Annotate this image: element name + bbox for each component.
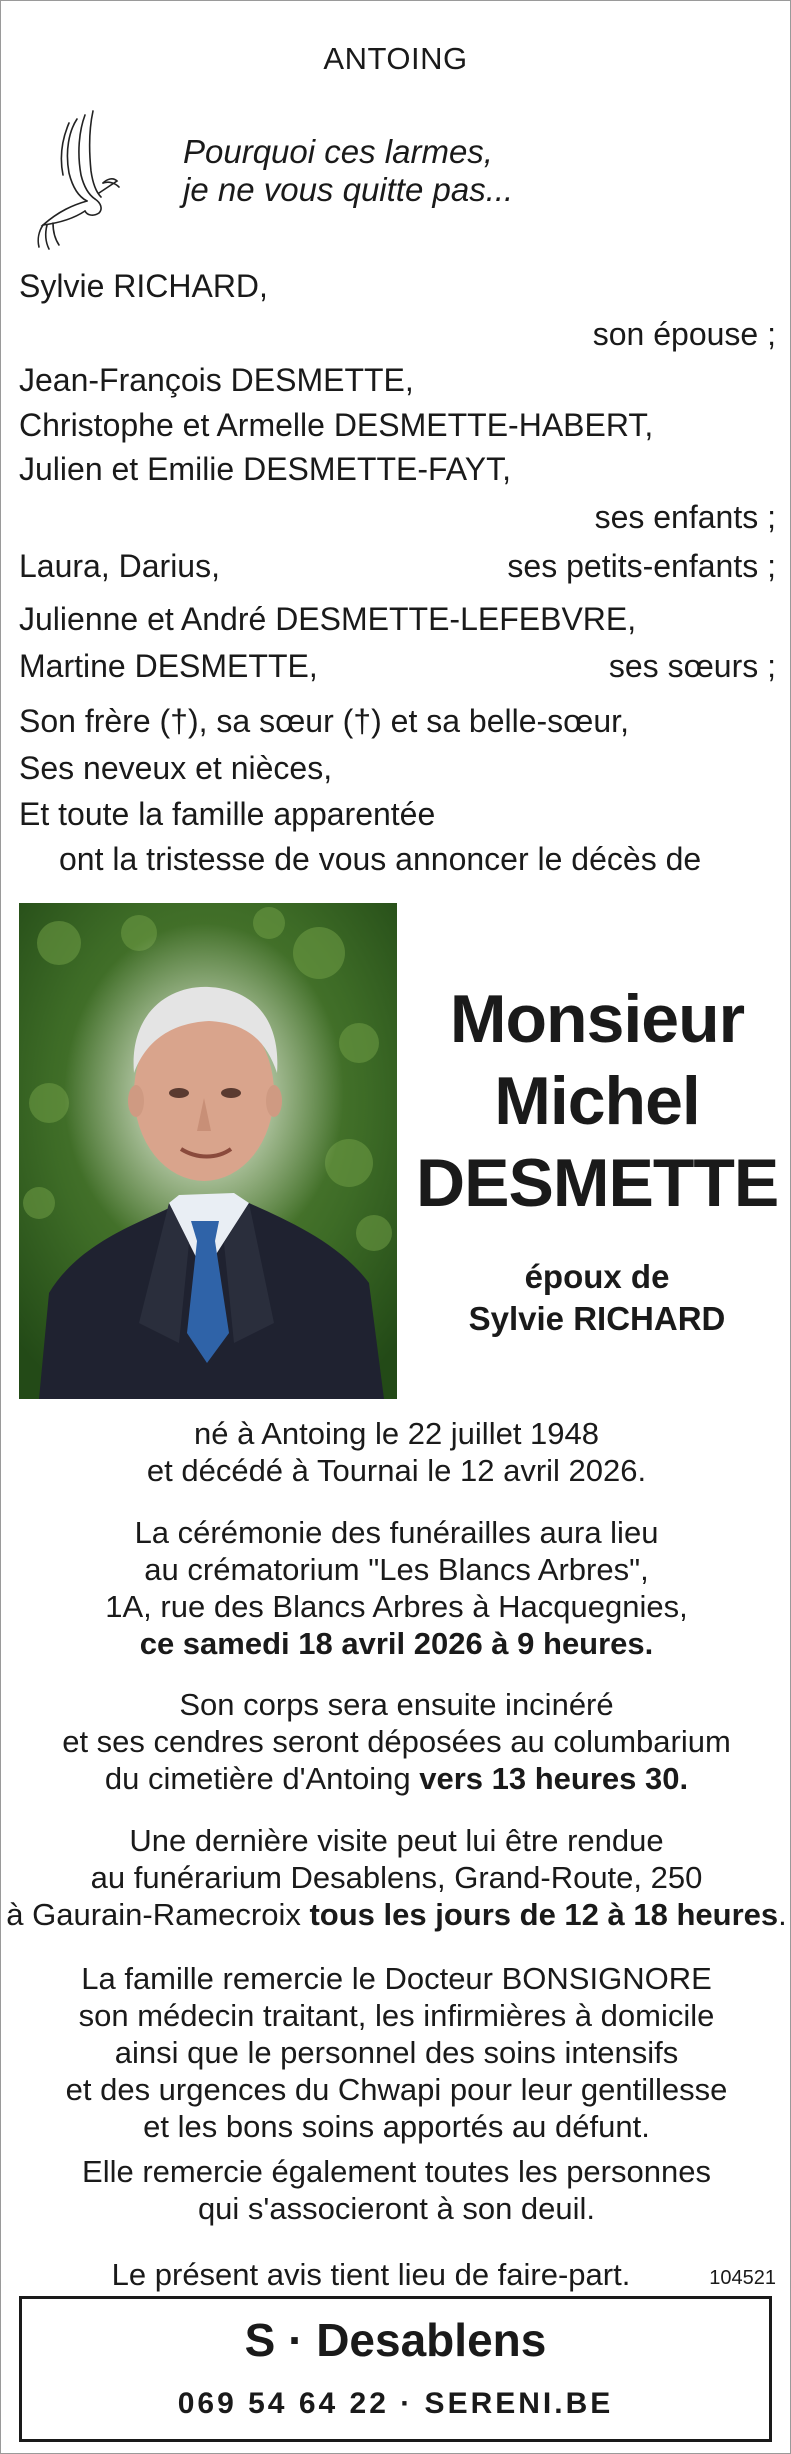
ceremony-date: ce samedi 18 avril 2026 à 9 heures. — [139, 1626, 654, 1661]
portrait-photo — [19, 903, 397, 1399]
reference-number: 104521 — [709, 2267, 776, 2289]
funeral-home-footer — [19, 2296, 772, 2442]
family-role-sisters: ses sœurs ; — [608, 648, 776, 684]
family-line-7: Martine DESMETTE, — [19, 648, 318, 684]
deceased-last-name: DESMETTE — [416, 1145, 779, 1221]
deceased-title: Monsieur — [449, 981, 745, 1057]
cremation-line-3 — [1, 1760, 791, 1797]
thanks-line-6: Elle remercie également toutes les personnes — [82, 2154, 711, 2189]
birth-line: né à Antoing le 22 juillet 1948 — [193, 1416, 600, 1451]
deceased-first-name: Michel — [494, 1063, 700, 1139]
family-role-children: ses enfants ; — [594, 499, 776, 535]
ceremony-line-1: La cérémonie des funérailles aura lieu — [134, 1515, 659, 1550]
thanks-line-2: son médecin traitant, les infirmières à domicile — [78, 1998, 715, 2033]
visit-place: à Gaurain-Ramecroix — [6, 1897, 310, 1932]
family-line-10: Et toute la famille apparentée — [19, 796, 436, 832]
family-role-spouse: son épouse ; — [592, 316, 776, 352]
quote — [183, 133, 513, 209]
cremation-line-2: et ses cendres seront déposées au columbarium — [62, 1724, 731, 1759]
thanks-line-7: qui s'associeront à son deuil. — [197, 2191, 596, 2226]
family-line-3: Christophe et Armelle DESMETTE-HABERT, — [19, 407, 654, 443]
family-line-4: Julien et Emilie DESMETTE-FAYT, — [19, 451, 511, 487]
visit-line-3 — [1, 1896, 791, 1933]
dove-icon — [29, 101, 129, 251]
closing-line: Le présent avis tient lieu de faire-part. — [111, 2257, 631, 2292]
visit-line-1: Une dernière visite peut lui être rendue — [129, 1823, 664, 1858]
visit-line-2: au funérarium Desablens, Grand-Route, 250 — [90, 1860, 703, 1895]
quote-line-2: je ne vous quitte pas... — [183, 171, 514, 208]
announcement-line: ont la tristesse de vous annoncer le décès de — [59, 841, 702, 877]
family-line-9: Ses neveux et nièces, — [19, 750, 333, 786]
family-line-2: Jean-François DESMETTE, — [19, 362, 414, 398]
spouse-of-label: époux de — [524, 1258, 670, 1295]
funeral-home-contact: 069 54 64 22 · SERENI.BE — [177, 2387, 614, 2420]
family-line-6: Julienne et André DESMETTE-LEFEBVRE, — [19, 601, 637, 637]
thanks-line-5: et les bons soins apportés au défunt. — [143, 2109, 650, 2144]
portrait-image — [19, 903, 397, 1399]
visit-period: . — [778, 1897, 787, 1932]
visit-hours: tous les jours de 12 à 18 heures — [309, 1897, 779, 1932]
family-line-1: Sylvie RICHARD, — [19, 268, 268, 304]
ceremony-line-2: au crématorium "Les Blancs Arbres", — [144, 1552, 649, 1587]
thanks-line-3: ainsi que le personnel des soins intensifs — [114, 2035, 679, 2070]
family-line-8: Son frère (†), sa sœur (†) et sa belle-sœur, — [19, 703, 629, 739]
ceremony-line-3: 1A, rue des Blancs Arbres à Hacquegnies, — [105, 1589, 688, 1624]
cremation-time: vers 13 heures 30. — [419, 1761, 689, 1796]
cremation-place: du cimetière d'Antoing — [104, 1761, 420, 1796]
family-role-grandchildren: ses petits-enfants ; — [507, 548, 776, 584]
quote-line-1: Pourquoi ces larmes, — [183, 133, 493, 170]
death-line: et décédé à Tournai le 12 avril 2026. — [146, 1453, 647, 1488]
town-heading: ANTOING — [323, 41, 468, 76]
funeral-home-brand: S · Desablens — [244, 2314, 547, 2366]
thanks-line-1: La famille remercie le Docteur BONSIGNORE — [81, 1961, 712, 1996]
thanks-line-4: et des urgences du Chwapi pour leur gentillesse — [65, 2072, 728, 2107]
cremation-line-1: Son corps sera ensuite incinéré — [179, 1687, 614, 1722]
spouse-name: Sylvie RICHARD — [468, 1300, 726, 1337]
family-line-5: Laura, Darius, — [19, 548, 220, 584]
